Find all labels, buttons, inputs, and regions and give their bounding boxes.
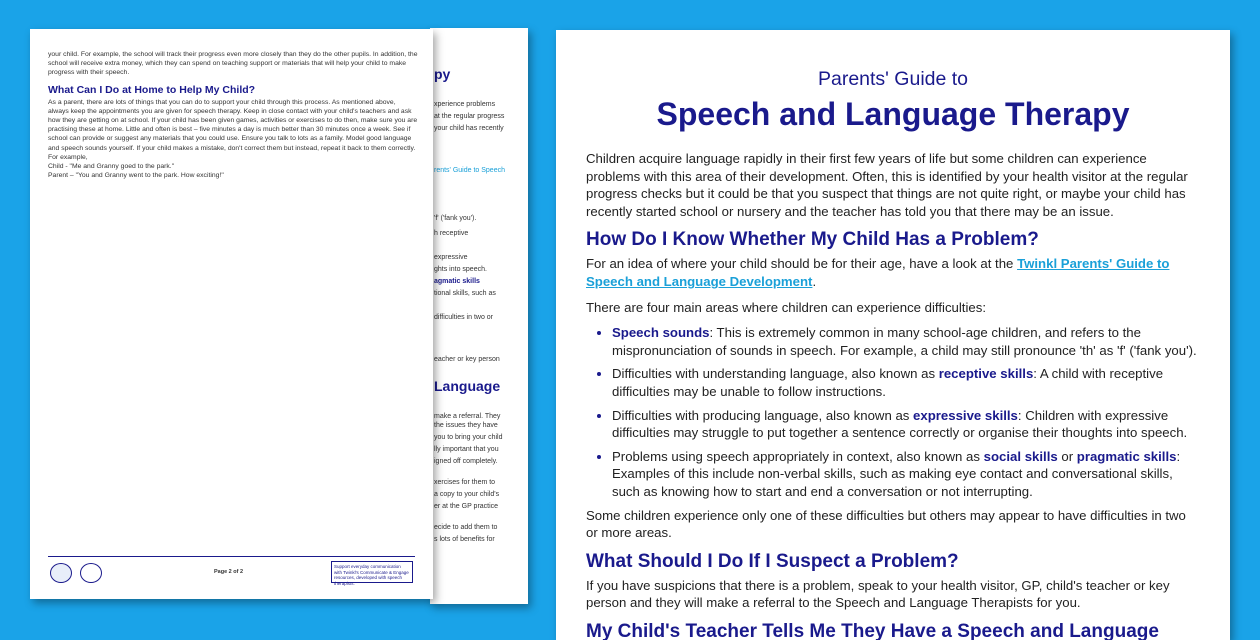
- back-page-fragment: ecide to add them to: [434, 524, 498, 531]
- list-item: [612, 407, 1198, 442]
- left-page-body: [48, 50, 418, 180]
- twinkl-logo-icon: [50, 563, 72, 583]
- section-heading-teacher: My Child's Teacher Tells Me They Have a Speech and Language: [586, 620, 1159, 640]
- list-item-text: or: [1057, 448, 1077, 464]
- back-page-fragment: your child has recently: [434, 125, 504, 132]
- back-page-fragment: er at the GP practice: [434, 503, 499, 510]
- badge-icon: [80, 563, 102, 583]
- right-page: [556, 30, 1230, 640]
- keyword-pragmatic: pragmatic skills: [1076, 448, 1177, 464]
- list-item: [612, 448, 1198, 501]
- list-item-text: : Children with expressive difficulties may struggle to put together a sentence correctly or organise their thoughts into speech.: [612, 407, 1188, 441]
- list-item-text: Problems using speech appropriately in context, also known as: [612, 448, 984, 464]
- left-intro: your child. For example, the school will track their progress even more closely than they do the other pupils. In addition, the school will receive extra money, which they can spend on teaching support or materials that will help your child to make progress with their speech.: [48, 51, 418, 77]
- areas-paragraph: There are four main areas where children can experience difficulties:: [586, 299, 986, 315]
- back-page-fragment: make a referral. They: [434, 413, 501, 420]
- back-page-fragment: ghts into speech.: [434, 266, 487, 273]
- back-page-fragment: difficulties in two or: [434, 314, 494, 321]
- left-body: As a parent, there are lots of things that you can do to support your child through this process. As mentioned above, always keep the appointments you are given for speech therapy. Keep in close contact with your child's teachers and ask how they are getting on at school. If your child has been given games, activities or exercises to do then, make sure you are practising these at home. Little and often is best – five minutes a day is much better than 30 minutes once a week. See if school can provide or suggest any materials that you could use. Ensure you talk to lots as a family. Model good language and speech sounds yourself. If your child makes a mistake, don't correct them but instead, repeat it back to them correctly. For example,: [48, 98, 418, 161]
- back-page-fragment: 'f' ('fank you').: [434, 215, 477, 222]
- back-page-fragment: py: [434, 66, 451, 82]
- back-page-fragment: Language: [434, 378, 501, 394]
- list-item-text: : Examples of this include non-verbal skills, such as making eye contact and conversational skills, such as knowing how to start and end a conversation or not interrupting.: [612, 448, 1181, 499]
- back-page-fragment: expressive: [434, 254, 468, 261]
- intro-paragraph: Children acquire language rapidly in their first few years of life but some children can experience problems with this area of their development. Often, this is identified by your health visitor at the regular progress checks but it could be that you suspect that things are not quite right, or maybe your child has recently started school or nursery and the teacher has told you that there may be an issue.: [586, 151, 1188, 219]
- left-heading: What Can I Do at Home to Help My Child?: [48, 83, 256, 96]
- back-page-fragment: a copy to your child's: [434, 491, 500, 498]
- section-heading-suspect: What Should I Do If I Suspect a Problem?: [586, 550, 959, 572]
- page-number: Page 2 of 2: [214, 569, 244, 575]
- guide-paragraph: [586, 255, 1198, 290]
- back-page-fragment: lly important that you: [434, 446, 499, 453]
- keyword-receptive: receptive skills: [938, 366, 1034, 382]
- back-page-fragment: tional skills, such as: [434, 290, 496, 297]
- some-children-paragraph: Some children experience only one of these difficulties but others may appear to have difficulties in two or more areas.: [586, 507, 1186, 541]
- list-item-text: Difficulties with understanding language, also known as: [612, 366, 939, 382]
- list-item-text: Difficulties with producing language, also known as: [612, 407, 914, 423]
- back-page: [430, 28, 528, 604]
- left-example-child: Child - "Me and Granny goed to the park.": [48, 163, 175, 171]
- left-example-parent: Parent – "You and Granny went to the park. How exciting!": [48, 172, 224, 180]
- back-page-fragment: igned off completely.: [434, 458, 498, 465]
- list-item-text: : This is extremely common in many school-age children, and refers to the mispronunciation of sounds in speech. For example, a child may still pronounce 'th' as 'f' ('fank you').: [612, 325, 1197, 358]
- list-item: [612, 324, 1198, 359]
- footer-promo-box: Support everyday communication with Twinkl's Communicate & Engage resources, developed with speech therapists.: [331, 561, 413, 583]
- back-page-fragment: you to bring your child: [434, 434, 503, 441]
- back-page-fragment: xercises for them to: [434, 479, 496, 486]
- page-title: Speech and Language Therapy: [656, 96, 1130, 132]
- back-page-fragment: at the regular progress: [434, 113, 505, 120]
- back-page-fragment: rents' Guide to Speech: [434, 167, 505, 174]
- list-item-text: : A child with receptive difficulties may be unable to follow instructions.: [612, 366, 1164, 399]
- guide-link[interactable]: Twinkl Parents' Guide to Speech and Language Development: [586, 256, 1170, 289]
- list-item: [612, 365, 1198, 400]
- back-page-fragment: eacher or key person: [434, 356, 500, 363]
- right-page-body: [586, 150, 1198, 640]
- keyword-social: social skills: [983, 448, 1058, 464]
- left-footer: [48, 556, 415, 589]
- section-heading-problem: How Do I Know Whether My Child Has a Problem?: [586, 229, 1039, 251]
- suspect-paragraph: If you have suspicions that there is a problem, speak to your health visitor, GP, child's teacher or key person and they will make a referral to the Speech and Language Therapists for you.: [586, 577, 1170, 611]
- back-page-fragment: agmatic skills: [434, 278, 480, 285]
- back-page-fragment: xperience problems: [434, 101, 496, 108]
- back-page-fragment: s lots of benefits for: [434, 536, 495, 543]
- guide-text-end: .: [812, 273, 817, 289]
- keyword-expressive: expressive skills: [913, 407, 1018, 423]
- page-kicker: Parents' Guide to: [817, 68, 969, 90]
- back-page-fragment: h receptive: [434, 230, 469, 237]
- left-page: [30, 29, 433, 599]
- guide-text: For an idea of where your child should be for their age, have a look at the: [586, 256, 1018, 272]
- keyword-speech-sounds: Speech sounds: [612, 325, 710, 341]
- difficulty-list: [586, 324, 1198, 500]
- back-page-fragment: the issues they have: [434, 422, 498, 429]
